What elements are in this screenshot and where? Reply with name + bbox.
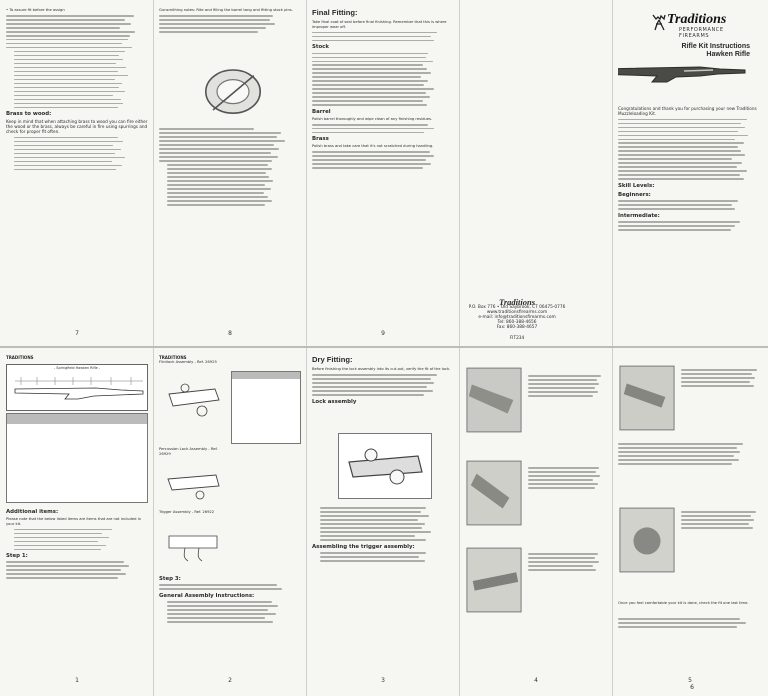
rifle-model: Hawken Rifle	[706, 51, 750, 58]
general-assembly-heading: General Assembly Instructions:	[159, 592, 255, 599]
barrel-fitting-photo	[465, 545, 523, 615]
fold-line	[459, 0, 460, 696]
fold-line	[153, 0, 154, 696]
panel-1	[6, 355, 148, 689]
flintlock-title: Flintlock Assembly - Ref. 26925	[159, 360, 217, 364]
traditions-ref-b: TRADITIONS	[159, 355, 187, 360]
step1-heading: Step 1:	[6, 553, 28, 560]
brass-text: Polish brass and take care that it's not scratched during handling.	[312, 144, 434, 149]
cover-panel	[618, 8, 762, 342]
brand-name: Traditions	[667, 12, 727, 27]
page-number: 1	[75, 677, 79, 684]
lock-diagram	[339, 434, 431, 498]
intermediate-heading: Intermediate:	[618, 212, 660, 219]
final-fitting-text: Take final coat of seal before final finishing. Remember that this is where improper wear off.	[312, 20, 447, 29]
contact-brand: Traditions	[498, 297, 536, 307]
nose-cap-image	[197, 62, 269, 122]
final-check-photo	[618, 363, 676, 433]
flintlock-diagram	[161, 371, 225, 431]
traditions-ref-a: TRADITIONS	[6, 355, 34, 360]
welcome-text: Congratulations and thank you for purchasing your new Traditions Muzzleloading Kit.	[618, 106, 757, 117]
panel-5	[618, 355, 762, 689]
page-number: 9	[381, 330, 385, 337]
step3-heading: Step 3:	[159, 576, 181, 582]
beginners-heading: Beginners:	[618, 191, 651, 198]
brass-to-wood-heading: Brass to wood:	[6, 111, 52, 118]
rifle-kit-title: Rifle Kit Instructions	[681, 43, 750, 50]
trigger-title: Trigger Assembly - Ref. 26922	[159, 510, 215, 514]
rifle-diagram	[6, 364, 148, 411]
additional-items-heading: Additional items:	[6, 509, 59, 515]
barrel-heading: Barrel	[312, 108, 331, 115]
trigger-fitting-photo	[465, 458, 523, 528]
brand-logo	[645, 8, 755, 38]
horizontal-fold	[0, 346, 768, 348]
panel-7	[6, 8, 148, 342]
page-number: 8	[228, 330, 232, 337]
panel-8	[159, 8, 301, 342]
brass-to-wood-text: Keep in mind that when attaching brass to wood you can fire either the wood or the brass, always be careful in fire using spurrings and check for proper fit often.	[6, 119, 148, 135]
page-number: 4	[534, 677, 538, 684]
email: e-mail: info@traditionsfirearms.com	[478, 315, 556, 321]
hawken-rifle-image	[618, 59, 749, 83]
address: P.O. Box 776 • Old Saybrook, CT 06475-0776	[468, 305, 566, 311]
panel-8-intro: Gunsmithing notes: Rite and filling the barrel tang and fitting stock pins.	[159, 8, 293, 12]
barrel-text: Polish barrel thoroughly and wipe clean of any finishing residues.	[312, 116, 433, 121]
final-fitting-heading: Final Fitting:	[312, 8, 358, 17]
panel-2	[159, 355, 301, 689]
dry-fitting-heading: Dry Fitting:	[312, 355, 353, 364]
panel-3	[312, 355, 454, 689]
assembling-trigger-heading: Assembling the trigger assembly:	[312, 543, 415, 550]
lock-fitting-photo	[465, 365, 523, 435]
flintlock-parts-table	[231, 371, 301, 444]
page-number: 6	[690, 684, 694, 691]
exploded-rifle-diagram	[7, 370, 147, 406]
skill-levels-heading: Skill Levels:	[618, 182, 655, 189]
page-number: 2	[228, 677, 232, 684]
website: www.traditionsfirearms.com	[486, 310, 548, 316]
fax: Fax: 860-388-4657	[496, 325, 538, 331]
percussion-lock-diagram	[161, 459, 225, 507]
percussion-title: Percussion Lock Assembly - Ref. 26929	[159, 447, 218, 456]
fold-line	[306, 0, 307, 696]
trigger-diagram	[161, 523, 225, 565]
final-note: Once you feel comfortable your kit is done, check the fit one last time.	[618, 601, 749, 605]
breech-plug-photo	[618, 505, 676, 575]
page-number: 7	[75, 330, 79, 337]
stock-heading: Stock	[312, 44, 329, 51]
parts-table	[6, 413, 148, 503]
brass-heading: Brass	[312, 136, 329, 143]
page-number: 5	[688, 677, 692, 684]
product-code: FIT234	[509, 335, 525, 341]
rifle-title	[658, 43, 750, 59]
panel-9	[312, 8, 454, 342]
kit-title: - Springfield Hawken Rifle -	[53, 366, 100, 370]
panel-7-intro: • To assure fit before the assign	[6, 8, 65, 12]
lock-assembly-heading: Lock assembly	[312, 398, 357, 405]
panel-4	[465, 355, 607, 689]
dry-fitting-text: Before finishing the lock assembly into its cut-out, verify the fit of the lock.	[312, 367, 451, 371]
lock-assembly-image	[338, 433, 432, 499]
page-number: 3	[381, 677, 385, 684]
fold-line	[612, 0, 613, 696]
phone: Tel: 860-388-4656	[497, 320, 537, 326]
contact-block	[457, 297, 577, 341]
brand-subtitle: PERFORMANCE FIREARMS	[679, 27, 724, 39]
additional-items-text: Please note that the below listed items are items that are not included in your kit.	[6, 517, 142, 526]
